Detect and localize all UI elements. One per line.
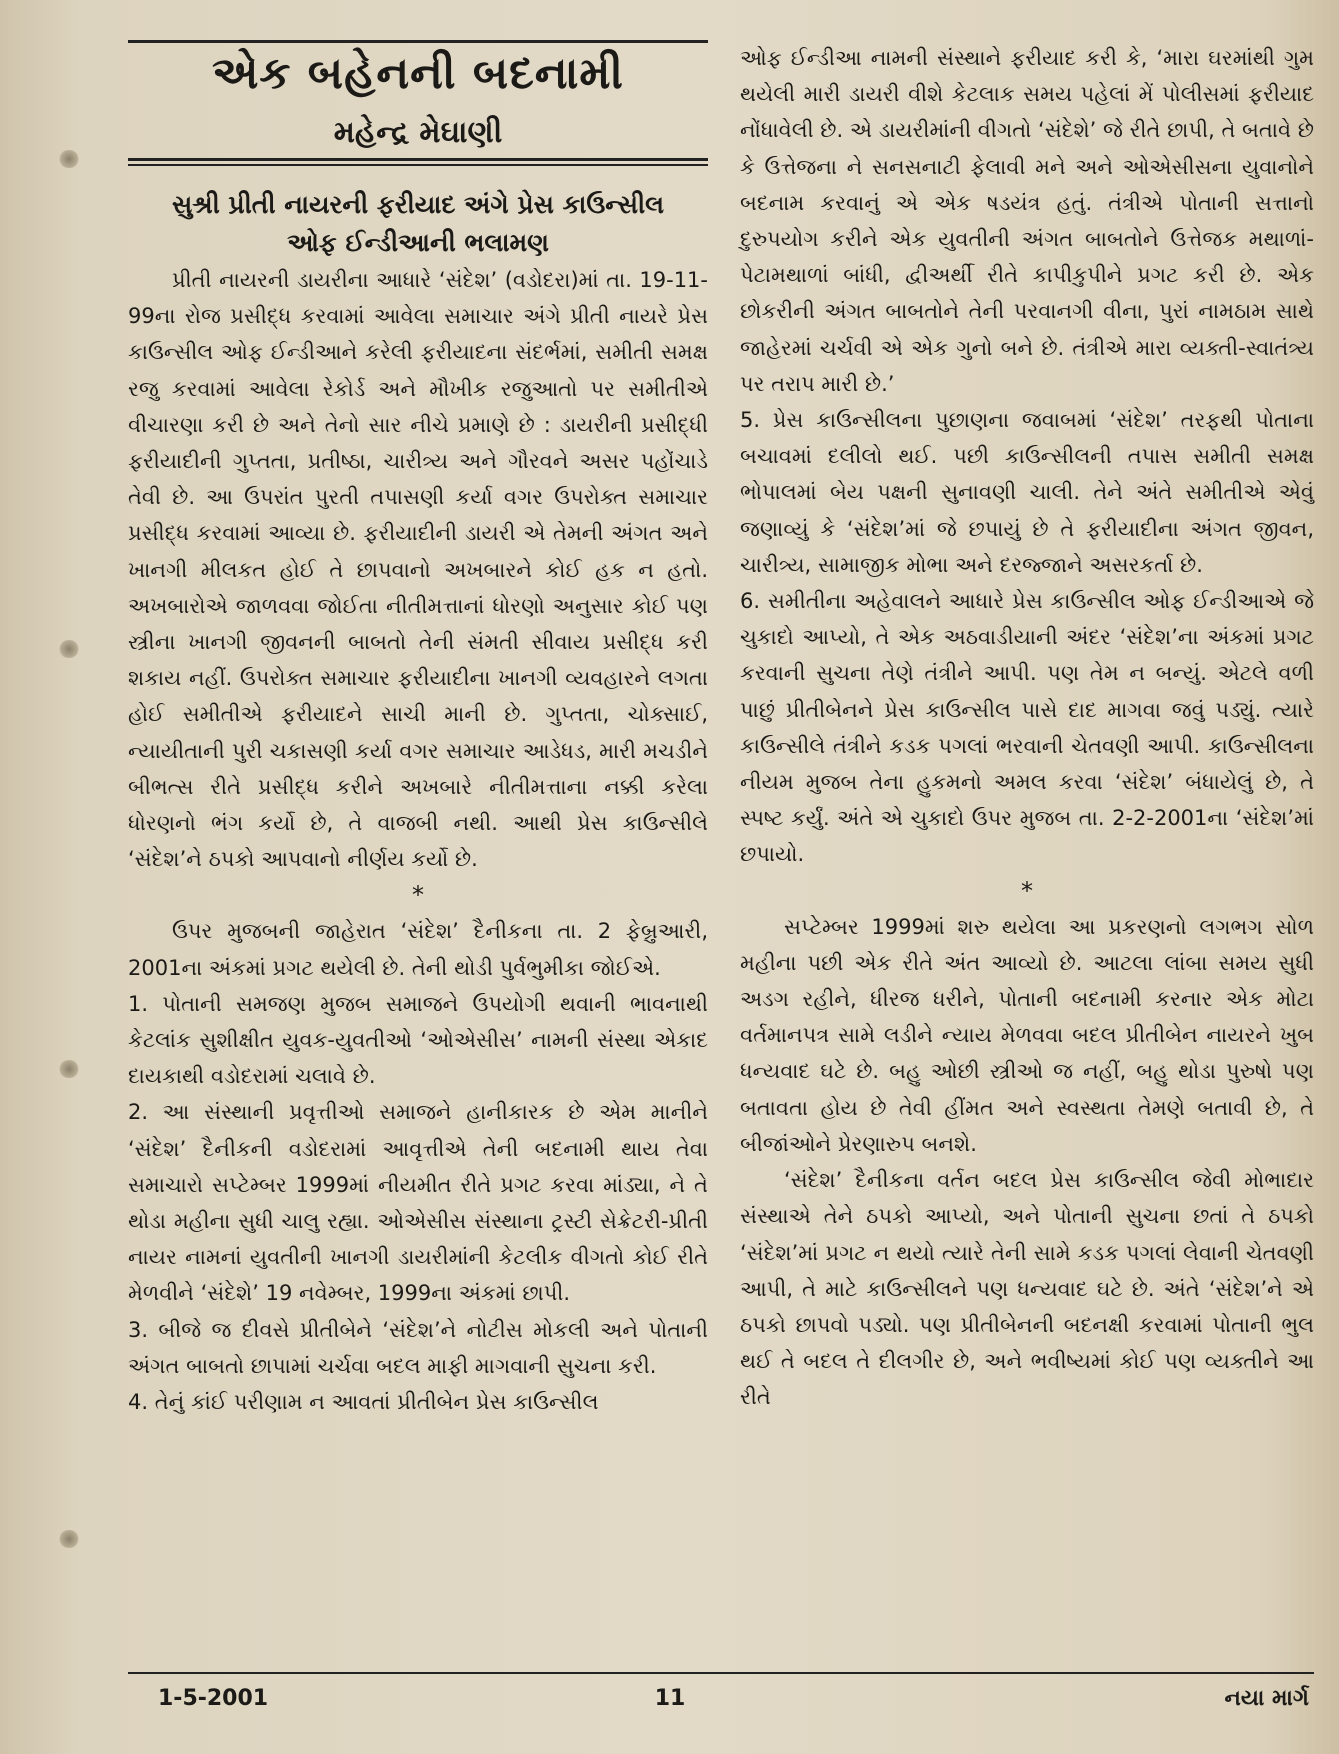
- punch-hole: [58, 150, 80, 168]
- magazine-name: નયા માર્ગ: [1224, 1686, 1309, 1711]
- section-separator: *: [412, 881, 424, 910]
- intro-paragraph: પ્રીતી નાયરની ડાયરીના આધારે ‘સંદેશ’ (વડોદરા)માં તા. 19-11-99ના રોજ પ્રસીદ્ધ કરવામાં આવેલા સમાચાર અંગે પ્રીતી નાયરે પ્રેસ કાઉન્સીલ ઓફ ઈન્ડીઆને કરેલી ફરીયાદના સંદર્ભમાં, સમીતી સમક્ષ રજુ કરવામાં આવેલા રેકોર્ડ અને મૌખીક રજુઆતો પર સમીતીએ વીચારણા કરી છે અને તેનો સાર નીચે પ્રમાણે છે : ડાયરીની પ્રસીદ્ધી ફરીયાદીની ગુપ્તતા, પ્રતીષ્ઠા, ચારીત્ર્ય અને ગૌરવને અસર પહોંચાડે તેવી છે. આ ઉપરાંત પુરતી તપાસણી કર્યા વગર ઉપરોક્ત સમાચાર પ્રસીદ્ધ કરવામાં આવ્યા છે. ફરીયાદીની ડાયરી એ તેમની અંગત અને ખાનગી મીલકત હોઈ તે છાપવાનો અખબારને કોઈ હક ન હતો. અખબારોએ જાળવવા જોઈતા નીતીમત્તાનાં ધોરણો અનુસાર કોઈ પણ સ્ત્રીના ખાનગી જીવનની બાબતો તેની સંમતી સીવાય પ્રસીદ્ધ કરી શકાય નહીં. ઉપરોક્ત સમાચાર ફરીયાદીના ખાનગી વ્યવહારને લગતા હોઈ સમીતીએ ફરીયાદને સાચી માની છે. ગુપ્તતા, ચોક્સાઈ, ન્યાયીતાની પુરી ચકાસણી કર્યા વગર સમાચાર આડેધડ, મારી મચડીને બીભત્સ રીતે પ્રસીદ્ધ કરીને અખબારે નીતીમત્તાના નક્કી કરેલા ધોરણનો ભંગ કર્યો છે, તે વાજબી નથી. આથી પ્રેસ કાઉન્સીલે ‘સંદેશ’ને ઠપકો આપવાનો નીર્ણય કર્યો છે.: [128, 268, 708, 872]
- title-rule: [128, 158, 708, 161]
- punch-hole: [58, 640, 80, 658]
- top-rule: [128, 40, 708, 43]
- numbered-item-4: 4. તેનું કાંઈ પરીણામ ન આવતાં પ્રીતીબેન પ્રેસ કાઉન્સીલ: [128, 1390, 599, 1415]
- article-title: એક બહેનની બદનામી: [211, 48, 625, 99]
- title-rule-thin: [128, 164, 708, 166]
- section-subhead: [128, 186, 708, 262]
- subhead-line-2: ઓફ ઈન્ડીઆની ભલામણ: [287, 228, 549, 257]
- article-author: મહેન્દ્ર મેઘાણી: [333, 115, 503, 150]
- page-number: 11: [654, 1686, 686, 1711]
- right-column: [740, 40, 1314, 1416]
- footer-rule: [128, 1672, 1314, 1674]
- final-paragraph: ‘સંદેશ’ દૈનીકના વર્તન બદલ પ્રેસ કાઉન્સીલ જેવી મોભાદાર સંસ્થાએ તેને ઠપકો આપ્યો, અને પોતાની સુચના છતાં તે ઠપકો ‘સંદેશ’માં પ્રગટ ન થયો ત્યારે તેની સામે કડક પગલાં લેવાની ચેતવણી આપી, તે માટે કાઉન્સીલને પણ ધન્યવાદ ઘટે છે. અંતે ‘સંદેશ’ને એ ઠપકો છાપવો પડ્યો. પણ પ્રીતીબેનની બદનક્ષી કરવામાં પોતાની ભુલ થઈ તે બદલ તે દીલગીર છે, અને ભવીષ્યમાં કોઈ પણ વ્યક્તીને આ રીતે: [740, 1168, 1315, 1410]
- numbered-item-4-continued: ઓફ ઈન્ડીઆ નામની સંસ્થાને ફરીયાદ કરી કે, ‘મારા ઘરમાંથી ગુમ થયેલી મારી ડાયરી વીશે કેટલાક સમય પહેલાં મેં પોલીસમાં ફરીયાદ નોંધાવેલી છે. એ ડાયરીમાંની વીગતો ‘સંદેશે’ જે રીતે છાપી, તે બતાવે છે કે ઉત્તેજના ને સનસનાટી ફેલાવી મને અને ઓએસીસના યુવાનોને બદનામ કરવાનું એ એક ષડયંત્ર હતું. તંત્રીએ પોતાની સત્તાનો દુરુપયોગ કરીને એક યુવતીની અંગત બાબતોને ઉત્તેજક મથાળાં-પેટામથાળાં બાંધી, દ્વીઅર્થી રીતે કાપીકુપીને પ્રગટ કરી છે. એક છોકરીની અંગત બાબતોને તેની પરવાનગી વીના, પુરાં નામઠામ સાથે જાહેરમાં ચર્ચવી એ એક ગુનો બને છે. તંત્રીએ મારા વ્યક્તી-સ્વાતંત્ર્ય પર તરાપ મારી છે.’: [740, 46, 1314, 396]
- numbered-item-5: 5. પ્રેસ કાઉન્સીલના પુછાણના જવાબમાં ‘સંદેશ’ તરફથી પોતાના બચાવમાં દલીલો થઈ. પછી કાઉન્સીલની તપાસ સમીતી સમક્ષ ભોપાલમાં બેય પક્ષની સુનાવણી ચાલી. તેને અંતે સમીતીએ એવું જણાવ્યું કે ‘સંદેશ’માં જે છપાયું છે તે ફરીયાદીના અંગત જીવન, ચારીત્ર્ય, સામાજીક મોભા અને દરજ્જાને અસરકર્તા છે.: [740, 408, 1314, 577]
- numbered-item-6: 6. સમીતીના અહેવાલને આધારે પ્રેસ કાઉન્સીલ ઓફ ઈન્ડીઆએ જે ચુકાદો આપ્યો, તે એક અઠવાડીયાની અંદર ‘સંદેશ’ના અંકમાં પ્રગટ કરવાની સુચના તેણે તંત્રીને આપી. પણ તેમ ન બન્યું. એટલે વળી પાછું પ્રીતીબેનને પ્રેસ કાઉન્સીલ પાસે દાદ માગવા જવું પડ્યું. ત્યારે કાઉન્સીલે તંત્રીને કડક પગલાં ભરવાની ચેતવણી આપી. કાઉન્સીલના નીયમ મુજબ તેના હુકમનો અમલ કરવા ‘સંદેશ’ બંધાયેલું છે, તે સ્પષ્ટ કર્યું. અંતે એ ચુકાદો ઉપર મુજબ તા. 2-2-2001ના ‘સંદેશ’માં છપાયો.: [740, 589, 1314, 867]
- numbered-item-3: 3. બીજે જ દીવસે પ્રીતીબેને ‘સંદેશ’ને નોટીસ મોકલી અને પોતાની અંગત બાબતો છાપામાં ચર્ચવા બદલ માફી માગવાની સુચના કરી.: [128, 1317, 708, 1378]
- left-column: [128, 262, 708, 1420]
- punch-hole: [58, 1530, 80, 1548]
- numbered-item-2: 2. આ સંસ્થાની પ્રવૃત્તીઓ સમાજને હાનીકારક છે એમ માનીને ‘સંદેશ’ દૈનીકની વડોદરામાં આવૃત્તીએ તેની બદનામી થાય તેવા સમાચારો સપ્ટેમ્બર 1999માં નીયમીત રીતે પ્રગટ કરવા માંડ્યા, ને તે થોડા મહીના સુધી ચાલુ રહ્યા. ઓએસીસ સંસ્થાના ટ્રસ્ટી સેક્રેટરી-પ્રીતી નાયર નામનાં યુવતીની ખાનગી ડાયરીમાંની કેટલીક વીગતો કોઈ રીતે મેળવીને ‘સંદેશે’ 19 નવેમ્બર, 1999ના અંકમાં છાપી.: [128, 1100, 708, 1306]
- section-separator: *: [1021, 876, 1033, 905]
- numbered-item-1: 1. પોતાની સમજણ મુજબ સમાજને ઉપયોગી થવાની ભાવનાથી કેટલાંક સુશીક્ષીત યુવક-યુવતીઓ ‘ઓએસીસ’ નામની સંસ્થા એકાદ દાયકાથી વડોદરામાં ચલાવે છે.: [128, 991, 708, 1089]
- notice-paragraph: ઉપર મુજબની જાહેરાત ‘સંદેશ’ દૈનીકના તા. 2 ફેબ્રુઆરી, 2001ના અંકમાં પ્રગટ થયેલી છે. તેની થોડી પુર્વભુમીકા જોઈએ.: [128, 919, 708, 980]
- september-paragraph: સપ્ટેમ્બર 1999માં શરુ થયેલા આ પ્રકરણનો લગભગ સોળ મહીના પછી એક રીતે અંત આવ્યો છે. આટલા લાંબા સમય સુધી અડગ રહીને, ધીરજ ધરીને, પોતાની બદનામી કરનાર એક મોટા વર્તમાનપત્ર સામે લડીને ન્યાય મેળવવા બદલ પ્રીતીબેન નાયરને ખુબ ધન્યવાદ ઘટે છે. બહુ ઓછી સ્ત્રીઓ જ નહીં, બહુ થોડા પુરુષો પણ બતાવતા હોય છે તેવી હીંમત અને સ્વસ્થતા તેમણે બતાવી છે, તે બીજાંઓને પ્રેરણારુપ બનશે.: [740, 914, 1314, 1156]
- subhead-line-1: સુશ્રી પ્રીતી નાયરની ફરીયાદ અંગે પ્રેસ કાઉન્સીલ: [171, 190, 665, 219]
- footer-date: 1-5-2001: [158, 1686, 269, 1711]
- punch-hole: [58, 1060, 80, 1078]
